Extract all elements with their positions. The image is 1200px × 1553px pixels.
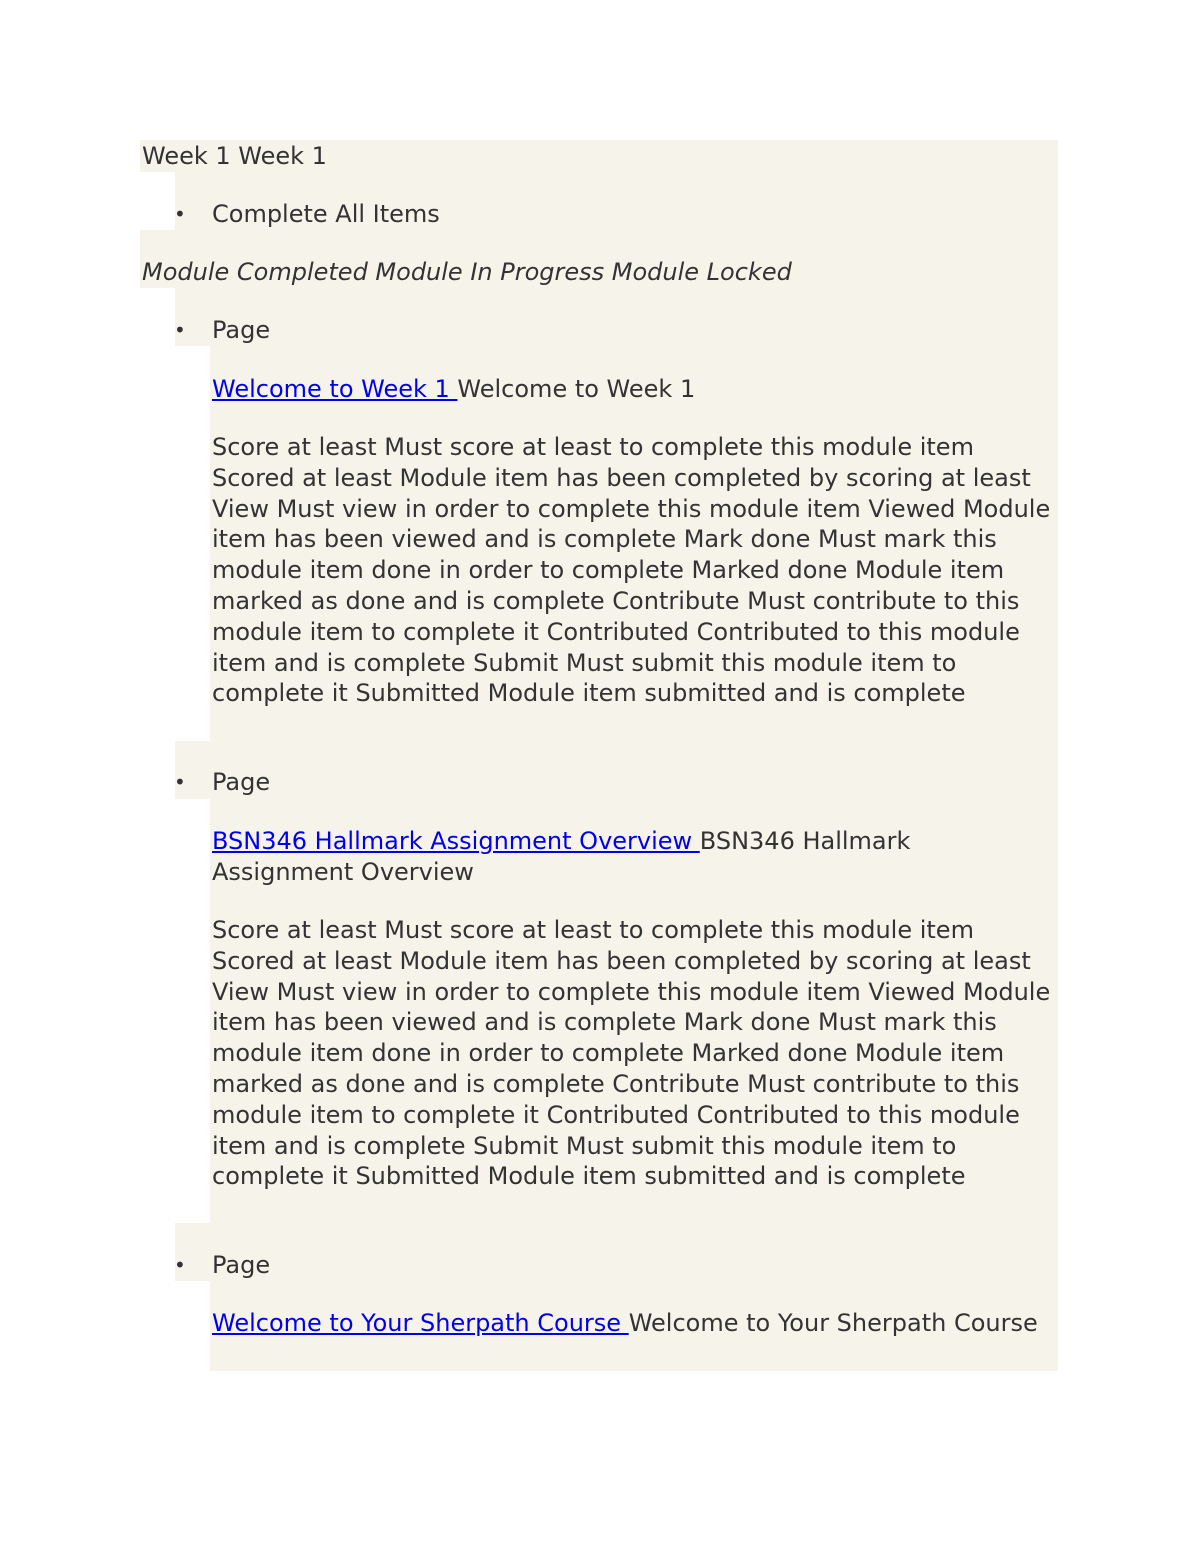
module-item-title-text: Welcome to Your Sherpath Course [628,1309,1038,1337]
bullet-icon: • [174,202,186,226]
bullet-icon: • [174,318,186,342]
module-item-title-text: BSN346 Hallmark Assignment Overview [212,827,911,886]
item-type-label: Page [212,316,271,344]
module-requirement: Complete All Items [212,200,440,228]
module-item-title [212,374,1057,405]
module-item-requirements: Score at least Must score at least to complete this module item Scored at least Module item has been completed by scoring at least View Must view in order to complete this module item Viewed Module item has been viewed and is complete Mark done Must mark this module item done in order to complete Marked done Module item marked as done and is complete Contribute Must contribute to this module item to complete it Contributed Contributed to this module item and is complete Submit Must submit this module item to complete it Submitted Module item submitted and is complete [212,433,1051,708]
module-item-title [212,1308,1057,1339]
bullet-icon: • [174,1253,186,1277]
module-title: Week 1 Week 1 [142,142,327,170]
content-highlight [175,741,1058,799]
module-item-link[interactable]: Welcome to Week 1 [212,375,458,403]
content-highlight [175,1223,1058,1281]
content-highlight [175,288,1058,346]
item-type-label: Page [212,768,271,796]
module-item-link[interactable]: BSN346 Hallmark Assignment Overview [212,827,700,855]
module-item-link[interactable]: Welcome to Your Sherpath Course [212,1309,629,1337]
module-item-title [212,826,1057,888]
module-status-legend: Module Completed Module In Progress Module Locked [142,258,792,286]
module-item-requirements: Score at least Must score at least to complete this module item Scored at least Module item has been completed by scoring at least View Must view in order to complete this module item Viewed Module item has been viewed and is complete Mark done Must mark this module item done in order to complete Marked done Module item marked as done and is complete Contribute Must contribute to this module item to complete it Contributed Contributed to this module item and is complete Submit Must submit this module item to complete it Submitted Module item submitted and is complete [212,916,1051,1191]
item-type-label: Page [212,1251,271,1279]
bullet-icon: • [174,770,186,794]
module-item-title-text: Welcome to Week 1 [457,375,696,403]
